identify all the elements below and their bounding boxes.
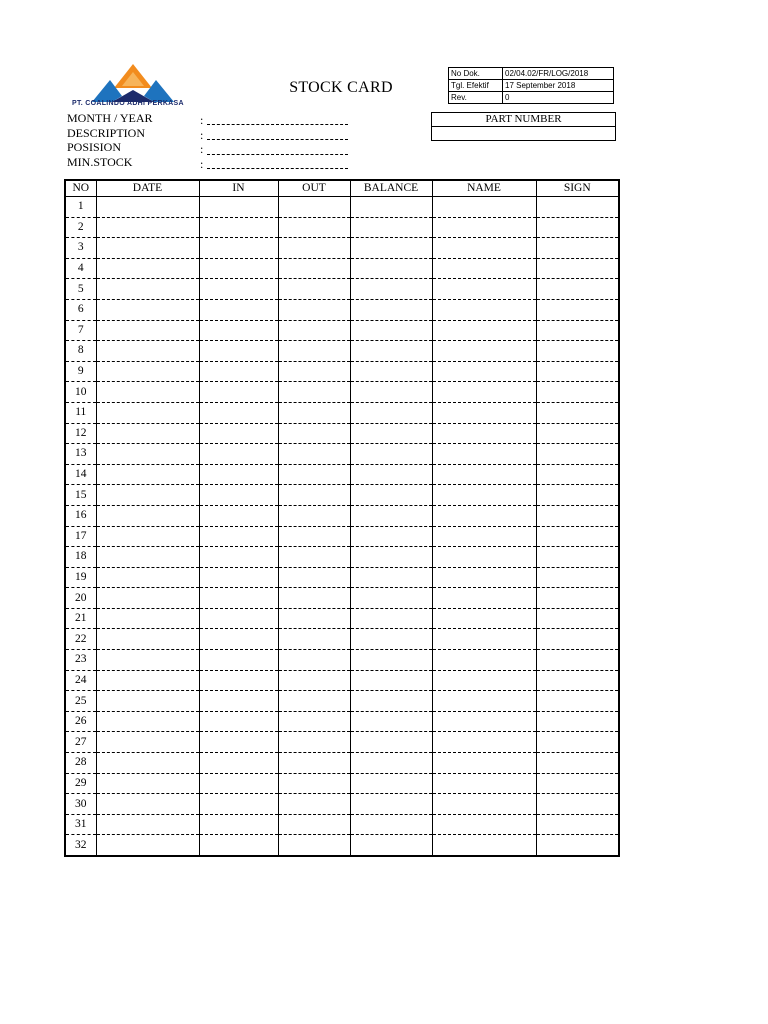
table-row [65, 464, 619, 485]
balance-cell[interactable] [350, 444, 432, 465]
in-cell[interactable] [199, 794, 278, 815]
in-cell[interactable] [199, 547, 278, 568]
sign-cell[interactable] [536, 567, 619, 588]
table-row [65, 197, 619, 218]
table-row [65, 547, 619, 568]
column-header-balance: BALANCE [350, 180, 432, 197]
in-cell[interactable] [199, 732, 278, 753]
table-row [65, 753, 619, 774]
date-cell[interactable] [96, 732, 199, 753]
table-row [65, 382, 619, 403]
table-body [65, 197, 619, 857]
sign-cell[interactable] [536, 608, 619, 629]
description-label: DESCRIPTION [67, 126, 146, 140]
name-cell[interactable] [432, 382, 536, 403]
column-header-out: OUT [278, 180, 350, 197]
sign-cell[interactable] [536, 547, 619, 568]
date-cell[interactable] [96, 670, 199, 691]
table-row [65, 711, 619, 732]
date-cell[interactable] [96, 320, 199, 341]
doc-info-row [449, 68, 614, 80]
balance-cell[interactable] [350, 485, 432, 506]
in-cell[interactable] [199, 258, 278, 279]
table-row [65, 361, 619, 382]
name-cell[interactable] [432, 402, 536, 423]
sign-cell[interactable] [536, 402, 619, 423]
date-cell[interactable] [96, 341, 199, 362]
date-cell[interactable] [96, 485, 199, 506]
balance-cell[interactable] [350, 547, 432, 568]
sign-cell[interactable] [536, 753, 619, 774]
name-cell[interactable] [432, 238, 536, 259]
out-cell[interactable] [278, 753, 350, 774]
sign-cell[interactable] [536, 650, 619, 671]
row-number: 30 [65, 794, 96, 815]
table-row [65, 279, 619, 300]
sign-cell[interactable] [536, 732, 619, 753]
table-row [65, 320, 619, 341]
doc-info-row [449, 80, 614, 92]
date-cell[interactable] [96, 197, 199, 218]
sign-cell[interactable] [536, 444, 619, 465]
sign-cell[interactable] [536, 320, 619, 341]
row-number: 27 [65, 732, 96, 753]
description-colon: : [200, 128, 204, 142]
table-row [65, 485, 619, 506]
name-cell[interactable] [432, 464, 536, 485]
balance-cell[interactable] [350, 341, 432, 362]
in-cell[interactable] [199, 299, 278, 320]
row-number: 20 [65, 588, 96, 609]
name-cell[interactable] [432, 197, 536, 218]
in-cell[interactable] [199, 588, 278, 609]
in-cell[interactable] [199, 238, 278, 259]
name-cell[interactable] [432, 588, 536, 609]
out-cell[interactable] [278, 505, 350, 526]
row-number: 28 [65, 753, 96, 774]
row-number: 32 [65, 835, 96, 856]
out-cell[interactable] [278, 423, 350, 444]
name-cell[interactable] [432, 773, 536, 794]
row-number: 23 [65, 650, 96, 671]
balance-cell[interactable] [350, 279, 432, 300]
out-cell[interactable] [278, 670, 350, 691]
row-number: 15 [65, 485, 96, 506]
name-cell[interactable] [432, 361, 536, 382]
row-number: 18 [65, 547, 96, 568]
effective-date-label: Tgl. Efektif [449, 80, 503, 92]
name-cell[interactable] [432, 608, 536, 629]
table-row [65, 217, 619, 238]
in-cell[interactable] [199, 711, 278, 732]
row-number: 26 [65, 711, 96, 732]
date-cell[interactable] [96, 567, 199, 588]
name-cell[interactable] [432, 279, 536, 300]
in-cell[interactable] [199, 670, 278, 691]
balance-cell[interactable] [350, 814, 432, 835]
company-name: PT. COALINDO ADHI PERKASA [72, 100, 184, 107]
balance-cell[interactable] [350, 464, 432, 485]
name-cell[interactable] [432, 794, 536, 815]
date-cell[interactable] [96, 238, 199, 259]
table-row [65, 670, 619, 691]
balance-cell[interactable] [350, 299, 432, 320]
table-row [65, 608, 619, 629]
column-header-in: IN [199, 180, 278, 197]
out-cell[interactable] [278, 197, 350, 218]
date-cell[interactable] [96, 279, 199, 300]
name-cell[interactable] [432, 835, 536, 856]
row-number: 11 [65, 402, 96, 423]
balance-cell[interactable] [350, 650, 432, 671]
table-row [65, 814, 619, 835]
in-cell[interactable] [199, 485, 278, 506]
posision-label: POSISION [67, 140, 122, 154]
balance-cell[interactable] [350, 835, 432, 856]
balance-cell[interactable] [350, 258, 432, 279]
row-number: 25 [65, 691, 96, 712]
in-cell[interactable] [199, 814, 278, 835]
doc-info-row [449, 92, 614, 104]
in-cell[interactable] [199, 382, 278, 403]
out-cell[interactable] [278, 794, 350, 815]
row-number: 24 [65, 670, 96, 691]
balance-cell[interactable] [350, 238, 432, 259]
table-row [65, 773, 619, 794]
date-cell[interactable] [96, 608, 199, 629]
in-cell[interactable] [199, 526, 278, 547]
row-number: 12 [65, 423, 96, 444]
row-number: 21 [65, 608, 96, 629]
out-cell[interactable] [278, 608, 350, 629]
sign-cell[interactable] [536, 423, 619, 444]
date-cell[interactable] [96, 444, 199, 465]
out-cell[interactable] [278, 464, 350, 485]
table-row [65, 505, 619, 526]
sign-cell[interactable] [536, 711, 619, 732]
posision-colon: : [200, 142, 204, 156]
out-cell[interactable] [278, 650, 350, 671]
balance-cell[interactable] [350, 402, 432, 423]
name-cell[interactable] [432, 670, 536, 691]
in-cell[interactable] [199, 402, 278, 423]
date-cell[interactable] [96, 526, 199, 547]
date-cell[interactable] [96, 299, 199, 320]
balance-cell[interactable] [350, 608, 432, 629]
column-header-name: NAME [432, 180, 536, 197]
out-cell[interactable] [278, 691, 350, 712]
name-cell[interactable] [432, 505, 536, 526]
sign-cell[interactable] [536, 341, 619, 362]
date-cell[interactable] [96, 629, 199, 650]
balance-cell[interactable] [350, 217, 432, 238]
sign-cell[interactable] [536, 197, 619, 218]
name-cell[interactable] [432, 650, 536, 671]
date-cell[interactable] [96, 402, 199, 423]
balance-cell[interactable] [350, 753, 432, 774]
balance-cell[interactable] [350, 794, 432, 815]
in-cell[interactable] [199, 423, 278, 444]
row-number: 14 [65, 464, 96, 485]
sign-cell[interactable] [536, 361, 619, 382]
sign-cell[interactable] [536, 526, 619, 547]
name-cell[interactable] [432, 217, 536, 238]
row-number: 22 [65, 629, 96, 650]
date-cell[interactable] [96, 691, 199, 712]
in-cell[interactable] [199, 505, 278, 526]
date-cell[interactable] [96, 505, 199, 526]
out-cell[interactable] [278, 279, 350, 300]
date-cell[interactable] [96, 382, 199, 403]
table-row [65, 423, 619, 444]
date-cell[interactable] [96, 835, 199, 856]
out-cell[interactable] [278, 382, 350, 403]
table-row [65, 402, 619, 423]
table-row [65, 835, 619, 856]
min-stock-field[interactable] [207, 168, 348, 169]
row-number: 19 [65, 567, 96, 588]
name-cell[interactable] [432, 299, 536, 320]
part-number-box [431, 112, 616, 141]
table-header-row [65, 180, 619, 197]
out-cell[interactable] [278, 814, 350, 835]
table-row [65, 794, 619, 815]
name-cell[interactable] [432, 444, 536, 465]
date-cell[interactable] [96, 361, 199, 382]
date-cell[interactable] [96, 773, 199, 794]
month-year-field[interactable] [207, 124, 348, 125]
in-cell[interactable] [199, 608, 278, 629]
sign-cell[interactable] [536, 588, 619, 609]
balance-cell[interactable] [350, 526, 432, 547]
row-number: 13 [65, 444, 96, 465]
date-cell[interactable] [96, 753, 199, 774]
name-cell[interactable] [432, 526, 536, 547]
out-cell[interactable] [278, 238, 350, 259]
balance-cell[interactable] [350, 567, 432, 588]
name-cell[interactable] [432, 753, 536, 774]
in-cell[interactable] [199, 464, 278, 485]
sign-cell[interactable] [536, 773, 619, 794]
out-cell[interactable] [278, 320, 350, 341]
document-info-table [448, 67, 614, 104]
name-cell[interactable] [432, 629, 536, 650]
out-cell[interactable] [278, 835, 350, 856]
in-cell[interactable] [199, 835, 278, 856]
out-cell[interactable] [278, 588, 350, 609]
date-cell[interactable] [96, 464, 199, 485]
revision-value: 0 [503, 92, 614, 104]
sign-cell[interactable] [536, 505, 619, 526]
row-number: 1 [65, 197, 96, 218]
row-number: 16 [65, 505, 96, 526]
min-stock-label: MIN.STOCK [67, 155, 133, 169]
table-row [65, 732, 619, 753]
out-cell[interactable] [278, 567, 350, 588]
name-cell[interactable] [432, 547, 536, 568]
min-stock-colon: : [200, 157, 204, 171]
name-cell[interactable] [432, 732, 536, 753]
balance-cell[interactable] [350, 505, 432, 526]
date-cell[interactable] [96, 814, 199, 835]
table-row [65, 567, 619, 588]
sign-cell[interactable] [536, 217, 619, 238]
sign-cell[interactable] [536, 670, 619, 691]
name-cell[interactable] [432, 691, 536, 712]
table-row [65, 299, 619, 320]
balance-cell[interactable] [350, 691, 432, 712]
out-cell[interactable] [278, 526, 350, 547]
in-cell[interactable] [199, 567, 278, 588]
revision-label: Rev. [449, 92, 503, 104]
description-field[interactable] [207, 139, 348, 140]
date-cell[interactable] [96, 423, 199, 444]
balance-cell[interactable] [350, 361, 432, 382]
out-cell[interactable] [278, 773, 350, 794]
row-number: 9 [65, 361, 96, 382]
column-header-sign: SIGN [536, 180, 619, 197]
name-cell[interactable] [432, 711, 536, 732]
sign-cell[interactable] [536, 629, 619, 650]
out-cell[interactable] [278, 217, 350, 238]
out-cell[interactable] [278, 711, 350, 732]
row-number: 2 [65, 217, 96, 238]
balance-cell[interactable] [350, 629, 432, 650]
row-number: 3 [65, 238, 96, 259]
sign-cell[interactable] [536, 464, 619, 485]
out-cell[interactable] [278, 361, 350, 382]
in-cell[interactable] [199, 753, 278, 774]
doc-no-label: No Dok. [449, 68, 503, 80]
row-number: 10 [65, 382, 96, 403]
row-number: 4 [65, 258, 96, 279]
sign-cell[interactable] [536, 279, 619, 300]
out-cell[interactable] [278, 629, 350, 650]
sign-cell[interactable] [536, 814, 619, 835]
table-row [65, 238, 619, 259]
table-row [65, 650, 619, 671]
in-cell[interactable] [199, 691, 278, 712]
table-row [65, 526, 619, 547]
table-row [65, 341, 619, 362]
out-cell[interactable] [278, 402, 350, 423]
in-cell[interactable] [199, 279, 278, 300]
date-cell[interactable] [96, 711, 199, 732]
sign-cell[interactable] [536, 485, 619, 506]
in-cell[interactable] [199, 197, 278, 218]
in-cell[interactable] [199, 650, 278, 671]
out-cell[interactable] [278, 258, 350, 279]
table-row [65, 444, 619, 465]
table-row [65, 258, 619, 279]
out-cell[interactable] [278, 341, 350, 362]
out-cell[interactable] [278, 547, 350, 568]
name-cell[interactable] [432, 814, 536, 835]
balance-cell[interactable] [350, 711, 432, 732]
balance-cell[interactable] [350, 588, 432, 609]
stock-table [64, 179, 620, 857]
balance-cell[interactable] [350, 773, 432, 794]
in-cell[interactable] [199, 444, 278, 465]
sign-cell[interactable] [536, 691, 619, 712]
date-cell[interactable] [96, 650, 199, 671]
name-cell[interactable] [432, 423, 536, 444]
table-row [65, 691, 619, 712]
in-cell[interactable] [199, 773, 278, 794]
table-row [65, 588, 619, 609]
date-cell[interactable] [96, 794, 199, 815]
out-cell[interactable] [278, 732, 350, 753]
sign-cell[interactable] [536, 794, 619, 815]
date-cell[interactable] [96, 217, 199, 238]
row-number: 6 [65, 299, 96, 320]
row-number: 8 [65, 341, 96, 362]
date-cell[interactable] [96, 547, 199, 568]
table-row [65, 629, 619, 650]
row-number: 7 [65, 320, 96, 341]
balance-cell[interactable] [350, 670, 432, 691]
date-cell[interactable] [96, 258, 199, 279]
balance-cell[interactable] [350, 197, 432, 218]
sign-cell[interactable] [536, 238, 619, 259]
posision-field[interactable] [207, 154, 348, 155]
sign-cell[interactable] [536, 382, 619, 403]
in-cell[interactable] [199, 361, 278, 382]
balance-cell[interactable] [350, 423, 432, 444]
column-header-no: NO [65, 180, 96, 197]
in-cell[interactable] [199, 629, 278, 650]
out-cell[interactable] [278, 485, 350, 506]
row-number: 5 [65, 279, 96, 300]
balance-cell[interactable] [350, 320, 432, 341]
row-number: 31 [65, 814, 96, 835]
column-header-date: DATE [96, 180, 199, 197]
in-cell[interactable] [199, 320, 278, 341]
name-cell[interactable] [432, 485, 536, 506]
part-number-label: PART NUMBER [432, 113, 615, 127]
name-cell[interactable] [432, 258, 536, 279]
name-cell[interactable] [432, 567, 536, 588]
page-title: STOCK CARD [289, 79, 393, 96]
effective-date-value: 17 September 2018 [503, 80, 614, 92]
in-cell[interactable] [199, 341, 278, 362]
month-year-colon: : [200, 113, 204, 127]
row-number: 17 [65, 526, 96, 547]
doc-no-value: 02/04.02/FR/LOG/2018 [503, 68, 614, 80]
name-cell[interactable] [432, 320, 536, 341]
balance-cell[interactable] [350, 732, 432, 753]
out-cell[interactable] [278, 299, 350, 320]
sign-cell[interactable] [536, 299, 619, 320]
out-cell[interactable] [278, 444, 350, 465]
name-cell[interactable] [432, 341, 536, 362]
date-cell[interactable] [96, 588, 199, 609]
balance-cell[interactable] [350, 382, 432, 403]
sign-cell[interactable] [536, 835, 619, 856]
in-cell[interactable] [199, 217, 278, 238]
month-year-label: MONTH / YEAR [67, 111, 153, 125]
sign-cell[interactable] [536, 258, 619, 279]
row-number: 29 [65, 773, 96, 794]
